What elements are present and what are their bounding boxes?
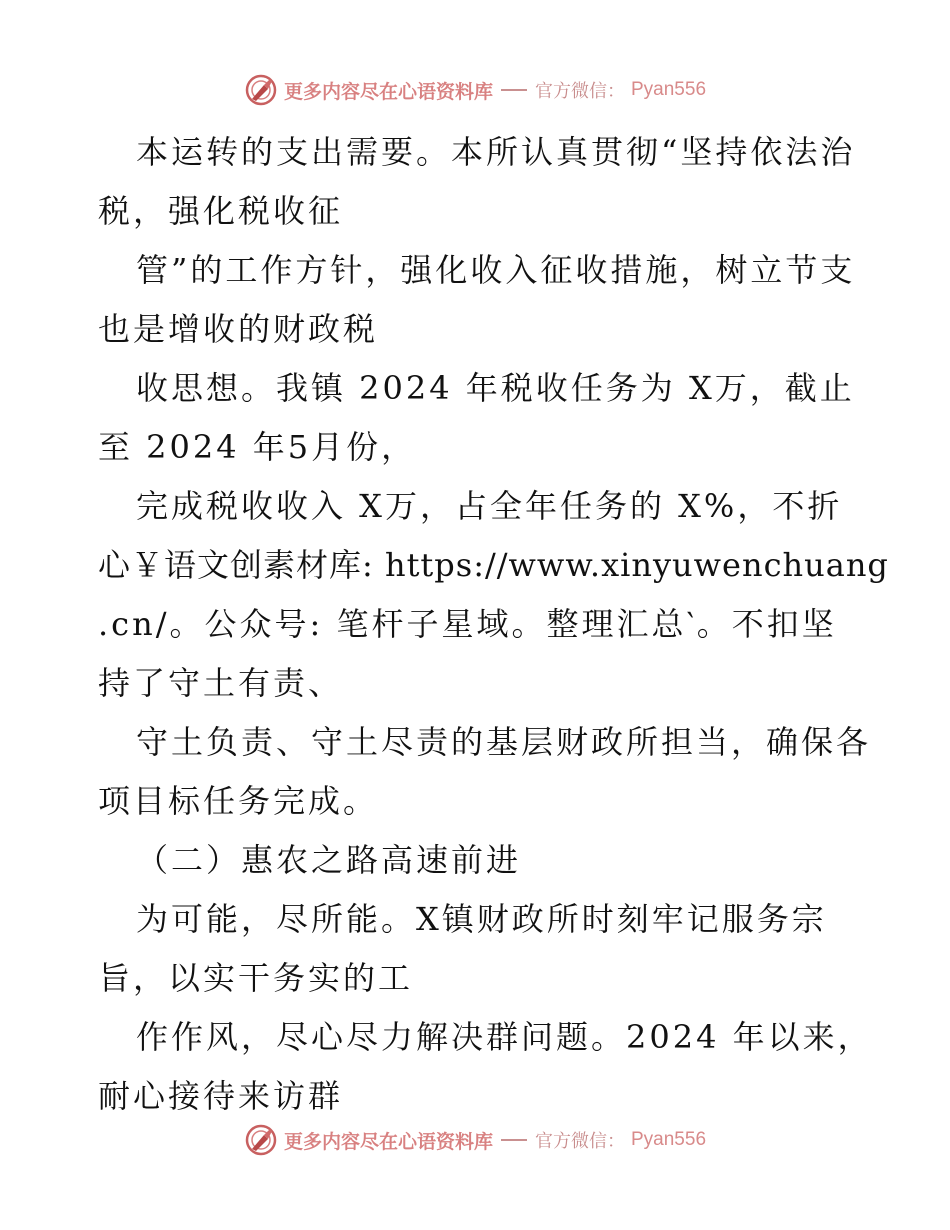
text-line: 心￥语文创素材库: https://www.xinyuwenchuang bbox=[98, 546, 889, 584]
text-line: 项目标任务完成。 bbox=[98, 782, 379, 820]
footer-site-name: 更多内容尽在心语资料库 bbox=[283, 1130, 493, 1153]
header-wechat-id: Pyan556 bbox=[631, 79, 707, 100]
text-line: 旨，以实干务实的工 bbox=[98, 959, 414, 997]
footer-dash bbox=[501, 1139, 527, 1141]
document-body bbox=[98, 123, 889, 1126]
text-line: 作作风，尽心尽力解决群问题。2024 年以来， bbox=[136, 1018, 873, 1056]
text-line: 至 2024 年5月份， bbox=[98, 428, 417, 466]
footer-wechat-label: 官方微信： bbox=[535, 1131, 625, 1152]
text-line: 也是增收的财政税 bbox=[98, 310, 379, 348]
pen-logo-icon bbox=[244, 73, 278, 107]
pen-logo-icon bbox=[244, 1123, 278, 1157]
text-line: .cn/。公众号: 笔杆子星域。整理汇总‵。不扣坚 bbox=[98, 605, 837, 643]
text-line: 完成税收收入 X万，占全年任务的 X%，不折 bbox=[136, 487, 843, 525]
text-line: 收思想。我镇 2024 年税收任务为 X万，截止 bbox=[136, 369, 855, 407]
header-site-name: 更多内容尽在心语资料库 bbox=[283, 80, 493, 103]
text-line: 守土负责、守土尽责的基层财政所担当，确保各 bbox=[136, 723, 872, 761]
header-dash bbox=[501, 89, 527, 91]
text-line: 税，强化税收征 bbox=[98, 192, 344, 230]
text-line: 为可能，尽所能。X镇财政所时刻牢记服务宗 bbox=[136, 900, 827, 938]
footer-wechat-id: Pyan556 bbox=[631, 1129, 707, 1150]
text-line: 本运转的支出需要。本所认真贯彻“坚持依法治 bbox=[136, 133, 856, 171]
footer-banner bbox=[0, 1120, 950, 1160]
text-line: 耐心接待来访群 bbox=[98, 1077, 344, 1115]
section-heading: （二）惠农之路高速前进 bbox=[136, 841, 522, 879]
text-line: 持了守土有责、 bbox=[98, 664, 344, 702]
text-line: 管”的工作方针，强化收入征收措施，树立节支 bbox=[136, 251, 856, 289]
header-banner bbox=[0, 70, 950, 110]
header-wechat-label: 官方微信： bbox=[535, 81, 625, 102]
